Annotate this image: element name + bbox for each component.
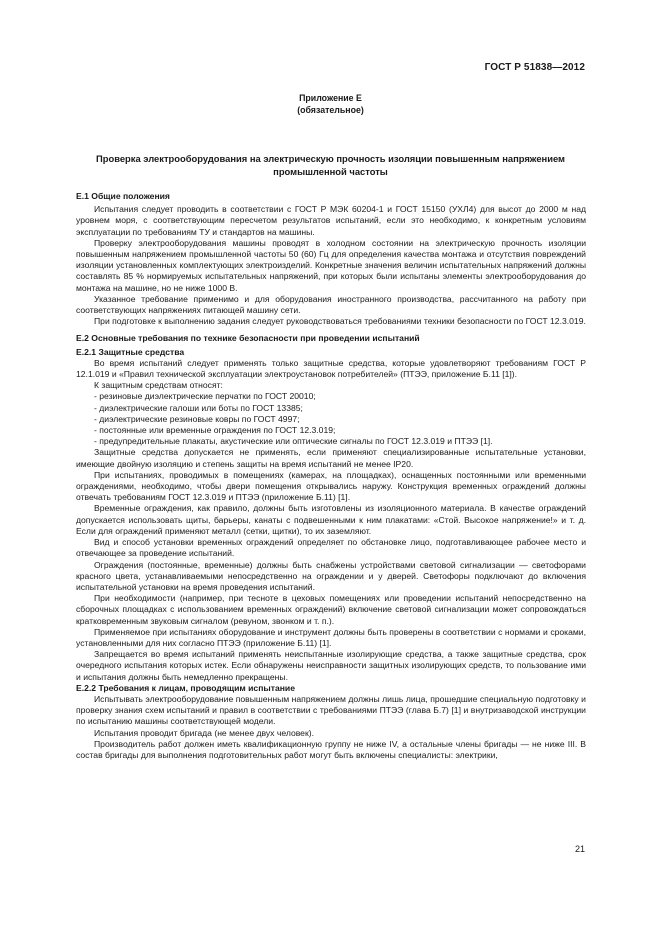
document-code: ГОСТ Р 51838—2012 <box>484 62 585 73</box>
subsection-heading-e21: Е.2.1 Защитные средства <box>76 346 185 357</box>
paragraph: Применяемое при испытаниях оборудование и инструмент должны быть проверены в соответствии с нормами и сроками, установленными для них согласно ПТЭЭ (приложение Б.11) [1]. <box>76 626 586 648</box>
paragraph: Запрещается во время испытаний применять неиспытанные изолирующие средства, а также защитные средства, срок очередного испытания которых истек. Если обнаружены неисправности защитных изолирующих средств, то пользование ими и испытания должны быть немедленно прекращены. <box>76 649 586 682</box>
paragraph: Производитель работ должен иметь квалификационную группу не ниже IV, а остальные члены бригады — не ниже III. В состав бригады для выполнения подготовительных работ могут быть включены специалисты: электрики, <box>76 738 586 760</box>
annex-status: (обязательное) <box>297 105 364 115</box>
paragraph: При необходимости (например, при тесноте в цеховых помещениях или проведении испытаний непосредственно на сборочных площадках с использованием временных ограждений) включение световой сигнализации может сопровождаться кратковременным звуковым сигналом (ревуном, звонком и т. п.). <box>76 593 586 626</box>
section-heading-e2: Е.2 Основные требования по технике безопасности при проведении испытаний <box>76 333 420 344</box>
paragraph: Во время испытаний следует применять только защитные средства, которые удовлетворяют требованиям ГОСТ Р 12.1.019 и «Правил технической эксплуатации электроустановок потребителей» (ПТЭЭ, приложение Б.11 [1]). <box>76 357 586 380</box>
paragraph: Проверку электрооборудования машины проводят в холодном состоянии на электрическую прочность изоляции повышенным напряжением промышленной частоты 50 (60) Гц для определения качества монтажа и отсутствия повреждений изоляции установленных комплектующих электроизделий. Конкретные значения величин испытательных напряжений должны составлять 85 % нормируемых испытательных напряжений, при которых были испытаны элементы электрооборудования до монтажа на машине, но не ниже 1000 В. <box>76 237 586 293</box>
paragraph: Указанное требование применимо и для оборудования иностранного производства, рассчитанного на работу при соответствующих напряжениях питающей машину сети. <box>76 293 586 316</box>
paragraph: Вид и способ установки временных ограждений определяет по обстановке лицо, подготавливающее рабочее место и отвечающее за проведение испытаний. <box>76 537 586 559</box>
page-number: 21 <box>574 844 585 854</box>
paragraph: При испытаниях, проводимых в помещениях (камерах, на площадках), оснащенных постоянными или временными ограждениями, необходимо, чтобы двери помещения открывались наружу. Конструкция временных ограждений должны отвечать требованиям ГОСТ 12.3.019 и ПТЭЭ (приложение Б.11) [1]. <box>76 469 586 503</box>
paragraph: К защитным средствам относят: <box>94 380 223 391</box>
paragraph: Испытания проводит бригада (не менее двух человек). <box>94 727 314 738</box>
paragraph: Защитные средства допускается не применять, если применяют специализированные испытательные установки, имеющие двойную изоляцию и степень защиты на время испытаний не менее IP20. <box>76 447 586 469</box>
paragraph: При подготовке к выполнению задания следует руководствоваться требованиями техники безопасности по ГОСТ 12.3.019. <box>94 316 586 327</box>
document-title: Проверка электрооборудования на электрическую прочность изоляции повышенным напряжением промышленной частоты <box>96 153 565 177</box>
list-item: - диэлектрические галоши или боты по ГОСТ 13385; <box>94 402 303 413</box>
list-item: - постоянные или временные ограждения по ГОСТ 12.3.019; <box>94 425 336 436</box>
list-item: - предупредительные плакаты, акустические или оптические сигналы по ГОСТ 12.3.019 и ПТЭЭ [1]. <box>94 436 493 447</box>
paragraph: Испытывать электрооборудование повышенным напряжением должны лишь лица, прошедшие специальную подготовку и проверку знания схем испытаний и правил в соответствии с требованиями ПТЭЭ (глава Б.7) [1] и внутризаводской инструкции по испытанию машины соответствующей модели. <box>76 693 586 727</box>
list-item: - резиновые диэлектрические перчатки по ГОСТ 20010; <box>94 391 316 402</box>
annex-title: Приложение Е <box>299 93 362 103</box>
section-heading-e1: Е.1 Общие положения <box>76 191 170 201</box>
paragraph: Временные ограждения, как правило, должны быть изготовлены из изоляционного материала. В качестве ограждений допускается использовать щиты, барьеры, канаты с подвешенными к ним плакатами: «Стой. Высокое напряжение!» и т. д. Если для ограждений применяют металл (сетки, щитки), то их заземляют. <box>76 503 586 536</box>
list-item: - диэлектрические резиновые ковры по ГОСТ 4997; <box>94 413 300 424</box>
paragraph: Ограждения (постоянные, временные) должны быть снабжены устройствами световой сигнализации — светофорами красного цвета, устанавливаемыми непосредственно на ограждении и у дверей. Светофоры подключают до включения испытательной установки на время проведения испытаний. <box>76 559 586 592</box>
subsection-heading-e22: Е.2.2 Требования к лицам, проводящим испытание <box>76 682 295 693</box>
document-body <box>76 191 586 761</box>
paragraph: Испытания следует проводить в соответствии с ГОСТ Р МЭК 60204-1 и ГОСТ 15150 (УХЛ4) для высот до 2000 м над уровнем моря, с соответствующим пересчетом результатов испытаний, если это необходимо, к конкретным условиям эксплуатации по требованиям ТУ и стандартов на машины. <box>76 204 586 237</box>
